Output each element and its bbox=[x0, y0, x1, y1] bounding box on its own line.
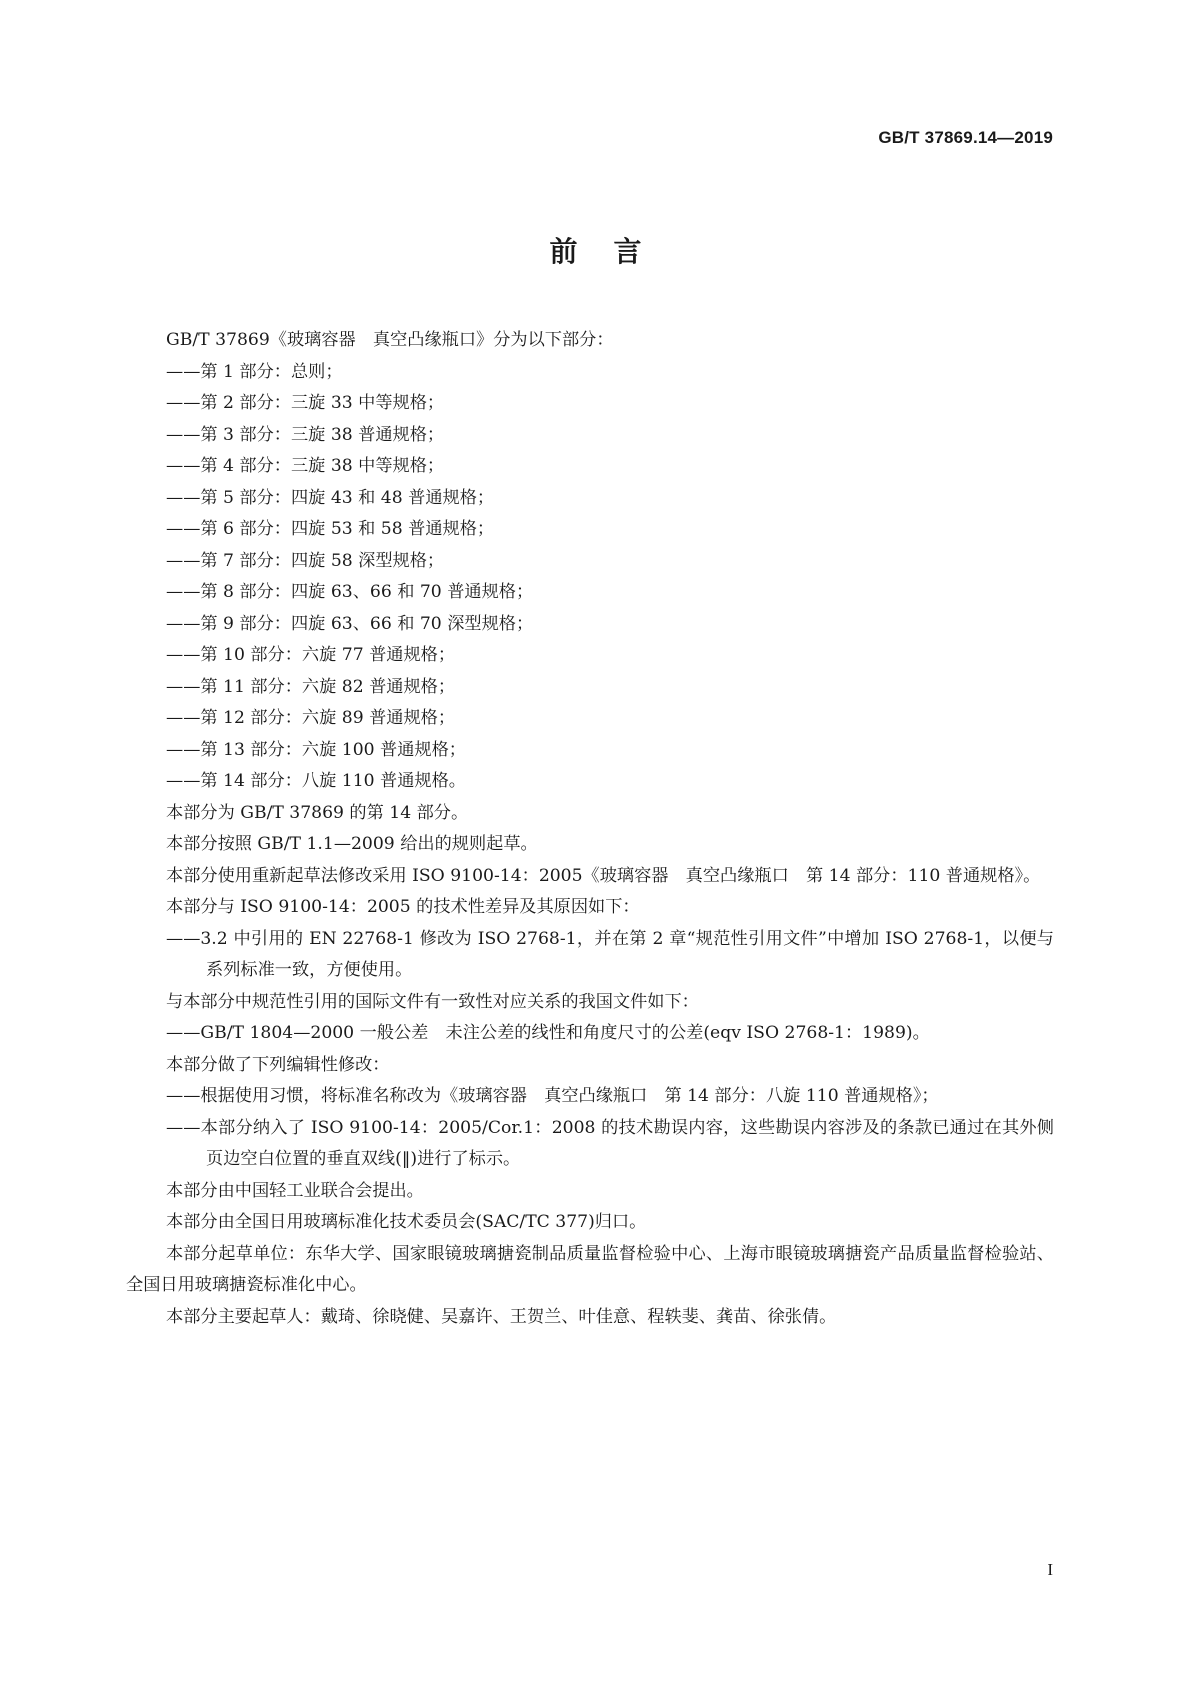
paragraph: 本部分由全国日用玻璃标准化技术委员会(SAC/TC 377)归口。 bbox=[166, 1212, 647, 1232]
list-item: ——GB/T 1804—2000 一般公差 未注公差的线性和角度尺寸的公差(eqv ISO 2768-1：1989)。 bbox=[166, 1023, 930, 1043]
standard-code: GB/T 37869.14—2019 bbox=[878, 128, 1053, 147]
list-item: ——第 1 部分：总则； bbox=[166, 361, 343, 382]
paragraph: 本部分由中国轻工业联合会提出。 bbox=[166, 1180, 424, 1201]
list-item: ——第 8 部分：四旋 63、66 和 70 普通规格； bbox=[166, 582, 534, 602]
list-item: ——第 4 部分：三旋 38 中等规格； bbox=[166, 456, 445, 476]
list-item: ——第 3 部分：三旋 38 普通规格； bbox=[166, 424, 445, 445]
list-item: ——第 13 部分：六旋 100 普通规格； bbox=[166, 739, 466, 760]
paragraph: 本部分起草单位：东华大学、国家眼镜玻璃搪瓷制品质量监督检验中心、上海市眼镜玻璃搪瓷产品质量监督检验站、全国日用玻璃搪瓷标准化中心。 bbox=[126, 1243, 1054, 1295]
paragraph: GB/T 37869《玻璃容器 真空凸缘瓶口》分为以下部分： bbox=[166, 330, 614, 350]
paragraph: 与本部分中规范性引用的国际文件有一致性对应关系的我国文件如下： bbox=[166, 991, 699, 1012]
paragraph: 本部分为 GB/T 37869 的第 14 部分。 bbox=[166, 802, 469, 823]
list-item: ——第 2 部分：三旋 33 中等规格； bbox=[166, 393, 445, 413]
list-item: ——3.2 中引用的 EN 22768-1 修改为 ISO 2768-1，并在第 2 章“规范性引用文件”中增加 ISO 2768-1，以便与系列标准一致，方便使用。 bbox=[166, 928, 1054, 980]
paragraph: 本部分使用重新起草法修改采用 ISO 9100-14：2005《玻璃容器 真空凸缘瓶口 第 14 部分：110 普通规格》。 bbox=[166, 865, 1041, 886]
list-item: ——第 11 部分：六旋 82 普通规格； bbox=[166, 676, 456, 697]
list-item: ——第 12 部分：六旋 89 普通规格； bbox=[166, 708, 456, 728]
foreword-body bbox=[126, 325, 1054, 1333]
paragraph: 本部分做了下列编辑性修改： bbox=[166, 1054, 390, 1075]
list-item: ——第 9 部分：四旋 63、66 和 70 深型规格； bbox=[166, 613, 534, 634]
paragraph: 本部分主要起草人：戴琦、徐晓健、吴嘉许、王贺兰、叶佳意、程轶斐、龚苗、徐张倩。 bbox=[166, 1306, 837, 1327]
list-item: ——第 10 部分：六旋 77 普通规格； bbox=[166, 645, 456, 665]
page-title: 前言 bbox=[549, 235, 678, 268]
list-item: ——第 6 部分：四旋 53 和 58 普通规格； bbox=[166, 519, 495, 539]
page-number: I bbox=[1047, 1560, 1053, 1579]
list-item: ——第 7 部分：四旋 58 深型规格； bbox=[166, 550, 445, 571]
list-item: ——第 14 部分：八旋 110 普通规格。 bbox=[166, 771, 466, 791]
list-item: ——根据使用习惯，将标准名称改为《玻璃容器 真空凸缘瓶口 第 14 部分：八旋 110 普通规格》； bbox=[166, 1086, 939, 1106]
list-item: ——第 5 部分：四旋 43 和 48 普通规格； bbox=[166, 487, 495, 508]
paragraph: 本部分按照 GB/T 1.1—2009 给出的规则起草。 bbox=[166, 834, 538, 854]
paragraph: 本部分与 ISO 9100-14：2005 的技术性差异及其原因如下： bbox=[166, 897, 640, 917]
list-item: ——本部分纳入了 ISO 9100-14：2005/Cor.1：2008 的技术勘误内容，这些勘误内容涉及的条款已通过在其外侧页边空白位置的垂直双线(‖)进行了标示。 bbox=[166, 1117, 1054, 1169]
